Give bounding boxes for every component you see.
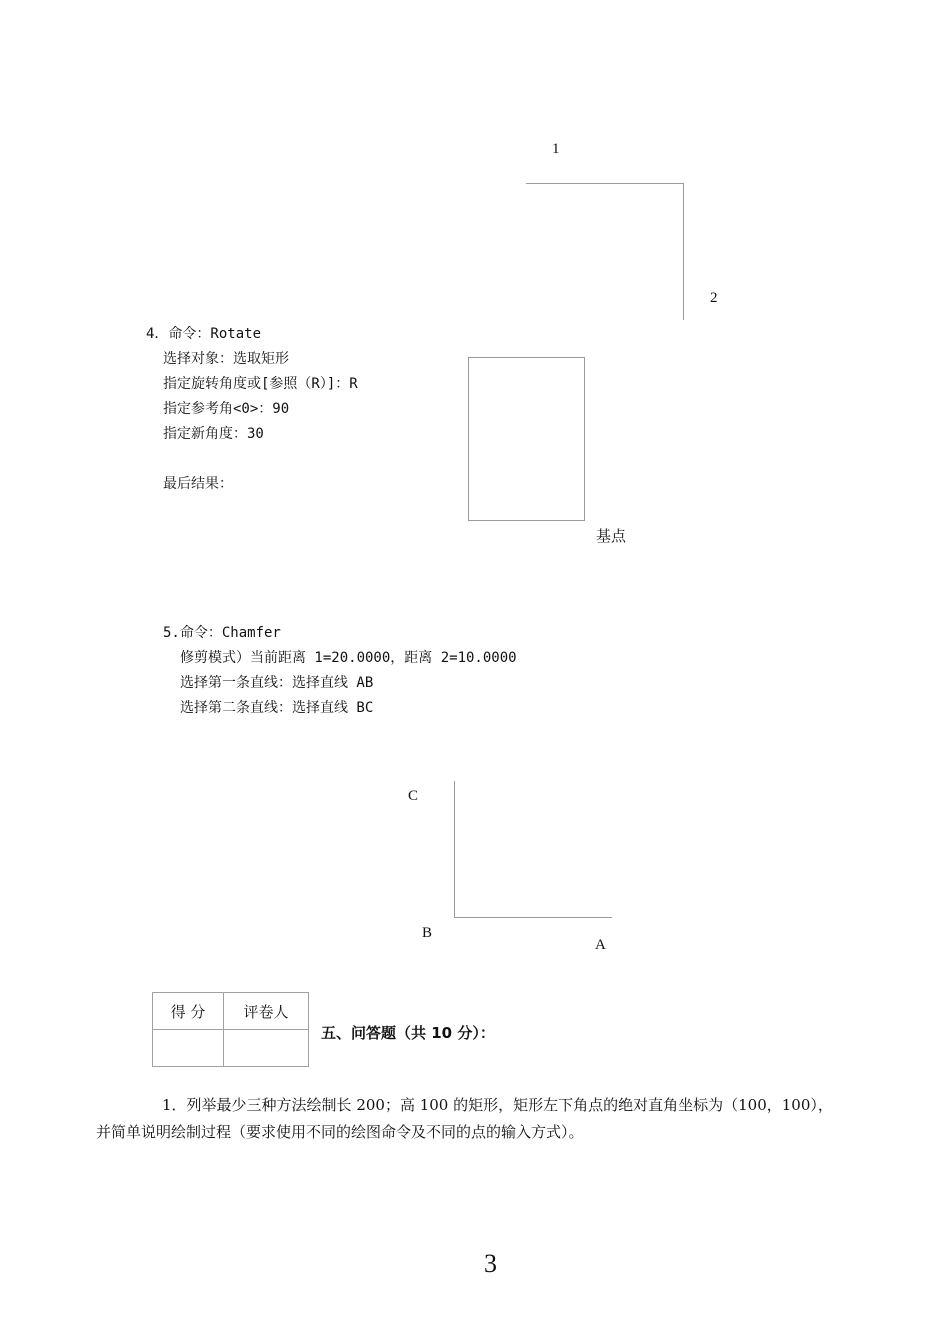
figure1-label-1: 1	[552, 141, 560, 157]
q5-label-b: B	[422, 925, 433, 941]
q4-line-1: 选择对象：选取矩形	[163, 351, 289, 367]
section-5-title: 五、问答题（共 10 分）：	[321, 1024, 495, 1042]
q5-label-c: C	[408, 788, 419, 804]
figure1-horizontal-line	[526, 183, 684, 184]
q5-line-bc	[454, 781, 455, 918]
score-header: 得 分	[153, 993, 224, 1030]
score-table	[152, 992, 309, 1067]
q4-rectangle	[468, 357, 585, 521]
figure1-label-2: 2	[710, 290, 718, 306]
q5-line-2: 选择第一条直线：选择直线 AB	[180, 675, 374, 691]
grader-cell	[224, 1030, 309, 1067]
q4-line-2: 指定旋转角度或[参照（R）]：R	[163, 376, 358, 392]
page-number: 3	[484, 1249, 497, 1278]
q4-result-label: 最后结果：	[163, 476, 233, 492]
q4-line-3: 指定参考角<0>：90	[163, 401, 290, 417]
question-1-line-1: 1．列举最少三种方法绘制长 200；高 100 的矩形，矩形左下角点的绝对直角坐标为（100，100），	[162, 1096, 833, 1114]
figure1-vertical-line	[683, 183, 684, 320]
q5-line-3: 选择第二条直线：选择直线 BC	[180, 700, 374, 716]
q4-header: 4．命令：Rotate	[146, 326, 262, 342]
score-cell	[153, 1030, 224, 1067]
question-1-line-2: 并简单说明绘制过程（要求使用不同的绘图命令及不同的点的输入方式）。	[96, 1123, 584, 1141]
q4-line-4: 指定新角度：30	[163, 426, 264, 442]
grader-header: 评卷人	[224, 993, 309, 1030]
q5-label-a: A	[595, 937, 606, 953]
q5-line-ab	[454, 917, 612, 918]
q5-line-1: 修剪模式）当前距离 1=20.0000，距离 2=10.0000	[180, 650, 517, 666]
q4-base-point-label: 基点	[596, 527, 627, 545]
q5-header: 5.命令：Chamfer	[163, 625, 281, 641]
